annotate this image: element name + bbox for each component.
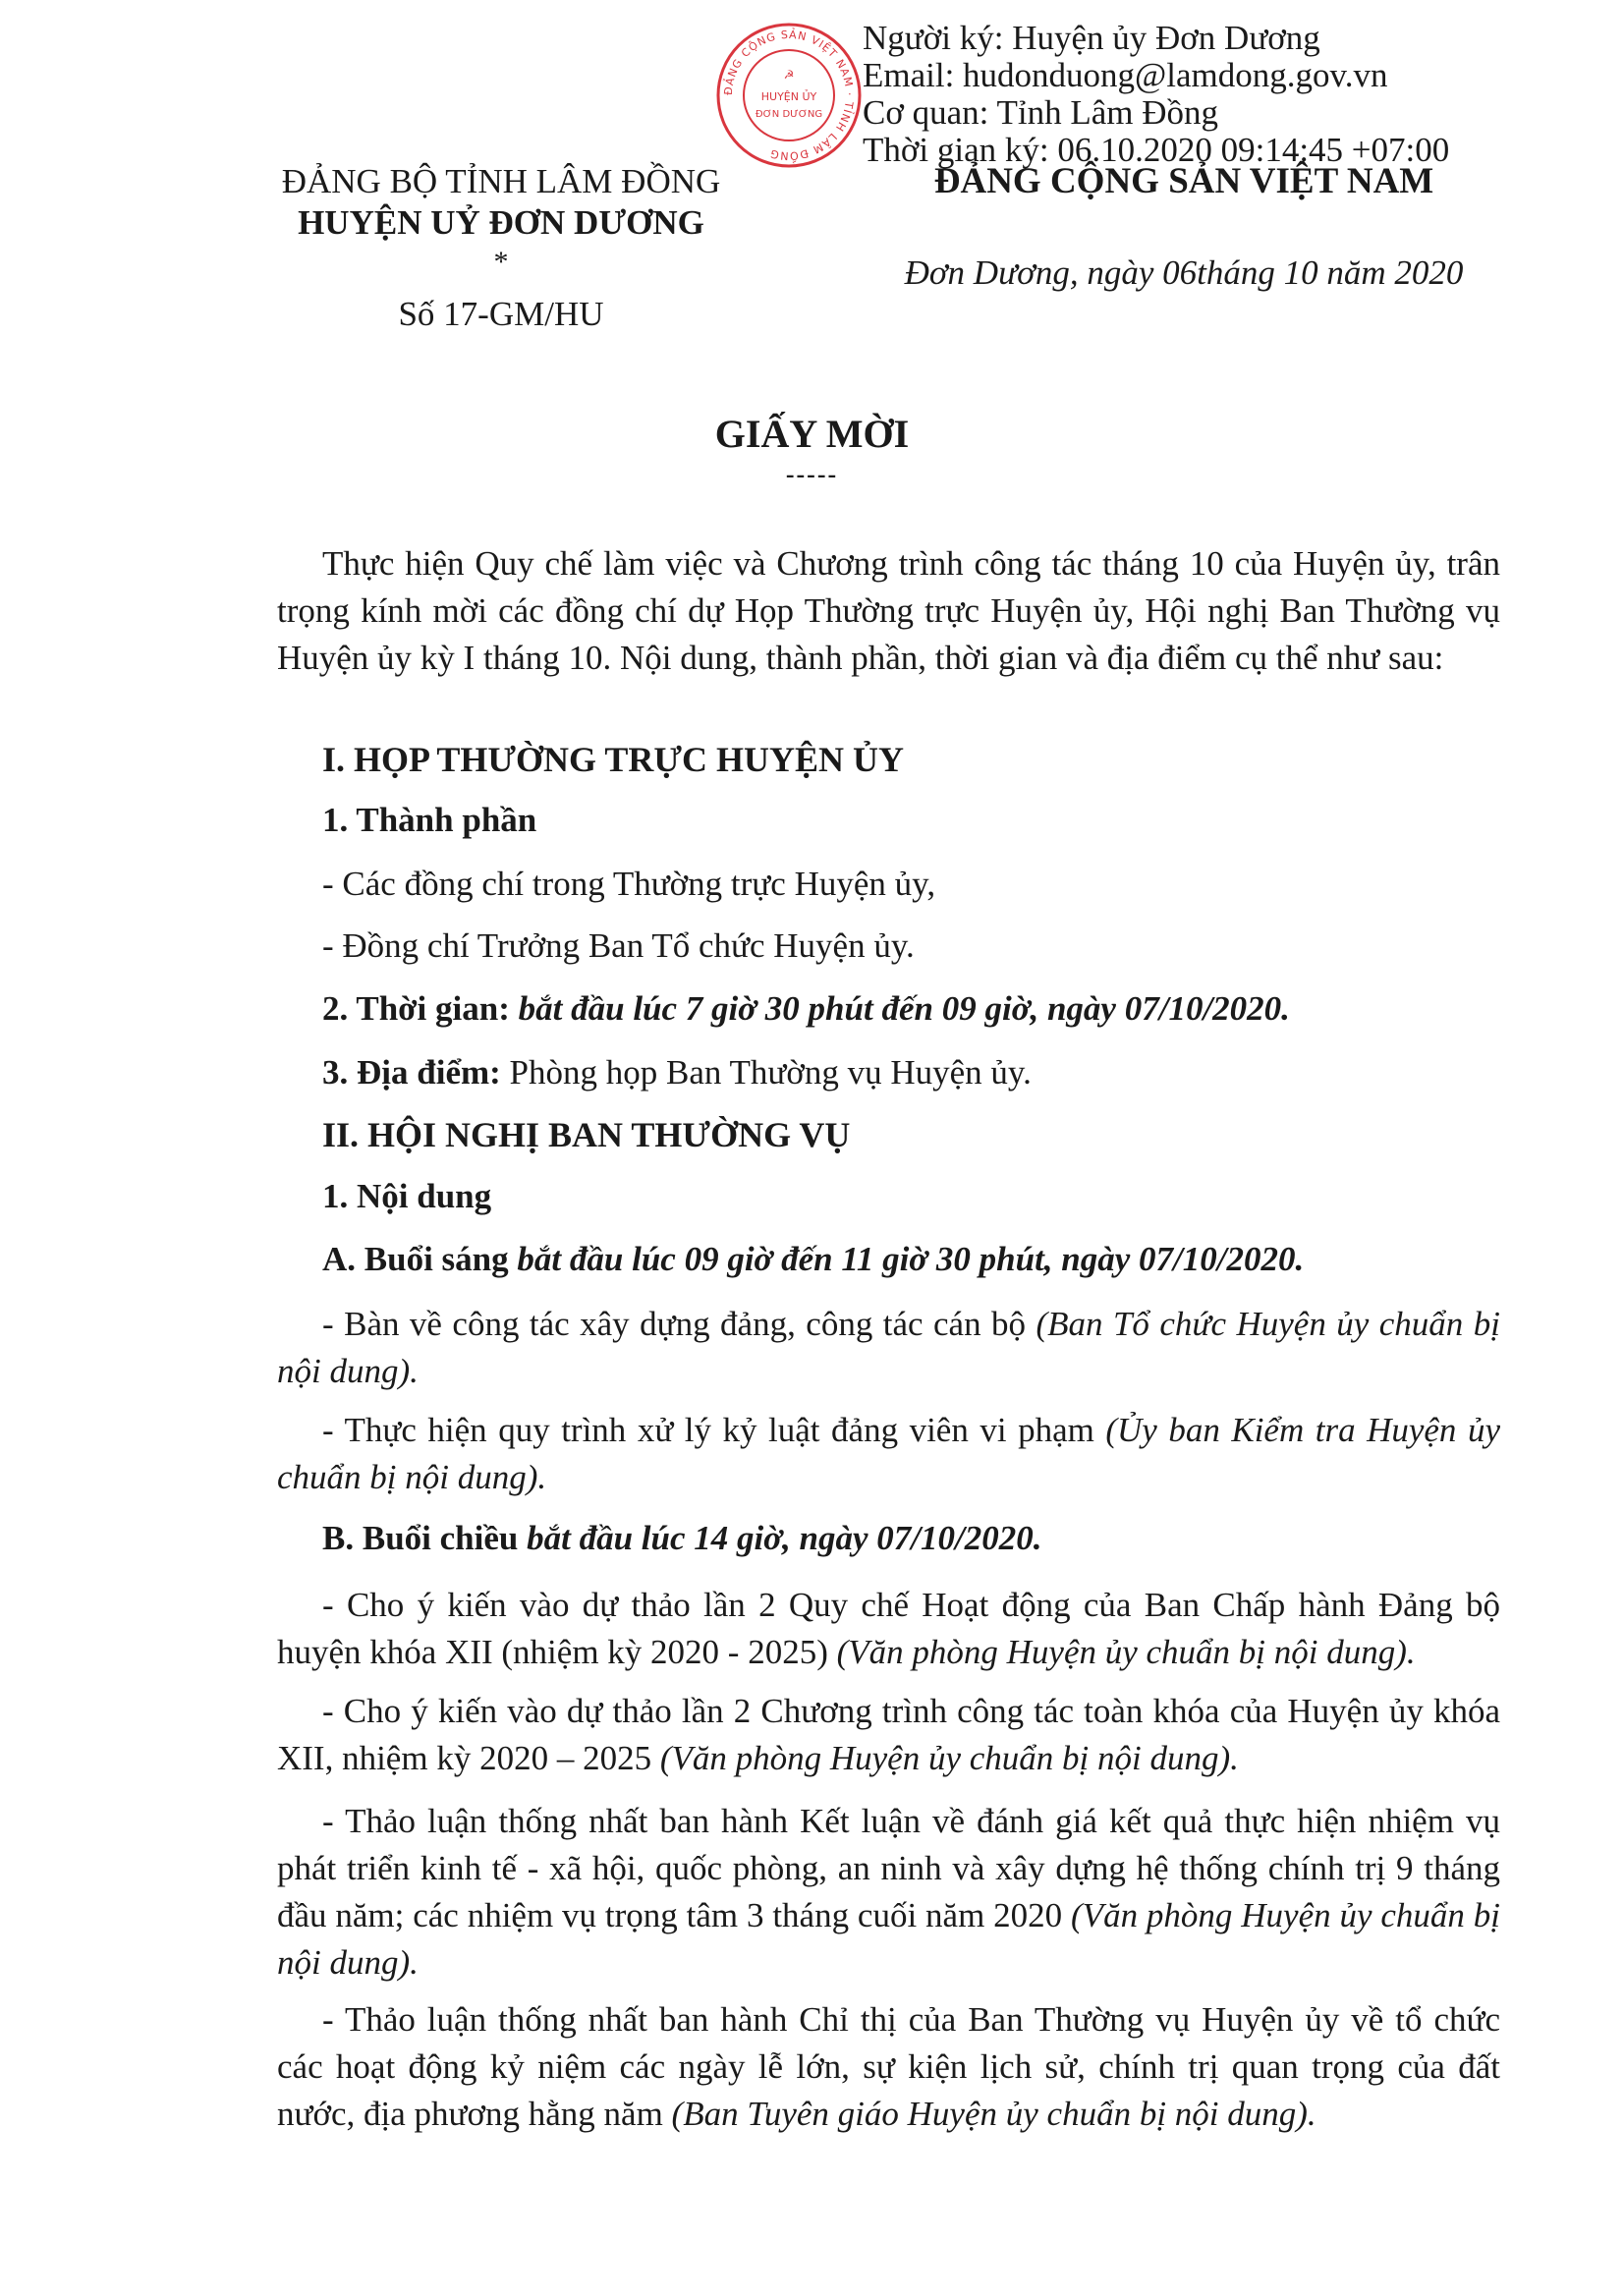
afternoon-item: - Thảo luận thống nhất ban hành Chỉ thị của Ban Thường vụ Huyện ủy về tổ chức các hoạt động kỷ niệm các ngày lễ lớn, sự kiện lịch sử, chính trị quan trọng của đất nước, địa phương hằng năm (Ban Tuyên giáo Huyện ủy chuẩn bị nội dung). [277, 2000, 1500, 2133]
section1-heading: I. HỌP THƯỜNG TRỰC HUYỆN ỦY [322, 740, 905, 779]
section2-content-heading: 1. Nội dung [322, 1177, 492, 1215]
afternoon-session: B. Buổi chiều bắt đầu lúc 14 giờ, ngày 07/10/2020. [322, 1519, 1042, 1557]
afternoon-item: - Thảo luận thống nhất ban hành Kết luận về đánh giá kết quả thực hiện nhiệm vụ phát triển kinh tế - xã hội, quốc phòng, an ninh và xây dựng hệ thống chính trị 9 tháng đầu năm; các nhiệm vụ trọng tâm 3 tháng cuối năm 2020 (Văn phòng Huyện ủy chuẩn bị nội dung). [277, 1802, 1500, 1982]
signature-time: Thời gian ký: 06.10.2020 09:14:45 +07:00 [863, 131, 1450, 169]
document-title: GIẤY MỜI [714, 412, 910, 456]
signature-email: Email: hudonduong@lamdong.gov.vn [863, 56, 1388, 94]
header-district-committee: HUYỆN UỶ ĐƠN DƯƠNG [298, 203, 704, 242]
section1-time: 2. Thời gian: bắt đầu lúc 7 giờ 30 phút đến 09 giờ, ngày 07/10/2020. [322, 989, 1290, 1028]
signature-agency: Cơ quan: Tỉnh Lâm Đồng [863, 93, 1218, 132]
section2-heading: II. HỘI NGHỊ BAN THƯỜNG VỤ [322, 1115, 851, 1154]
stamp-line2: ĐƠN DƯƠNG [755, 109, 823, 120]
header-national-party: ĐẢNG CỘNG SẢN VIỆT NAM [933, 161, 1434, 201]
stamp-hammer-sickle-icon: ☭ [783, 68, 795, 82]
title-rule: ----- [785, 460, 839, 488]
section1-member1: - Các đồng chí trong Thường trực Huyện ủy, [322, 865, 936, 903]
morning-item: - Thực hiện quy trình xử lý kỷ luật đảng viên vi phạm (Ủy ban Kiểm tra Huyện ủy chuẩn bị nội dung). [277, 1411, 1500, 1496]
stamp-ring-text: ĐẢNG CỘNG SẢN VIỆT NAM · TỈNH LÂM ĐỒNG [721, 28, 857, 163]
section1-members-heading: 1. Thành phần [322, 801, 537, 839]
header-star: * [493, 246, 509, 278]
morning-session: A. Buổi sáng bắt đầu lúc 09 giờ đến 11 giờ 30 phút, ngày 07/10/2020. [322, 1240, 1305, 1278]
section1-member2: - Đồng chí Trưởng Ban Tổ chức Huyện ủy. [322, 926, 915, 965]
intro-paragraph: Thực hiện Quy chế làm việc và Chương trình công tác tháng 10 của Huyện ủy, trân trọng kính mời các đồng chí dự Họp Thường trực Huyện ủy, Hội nghị Ban Thường vụ Huyện ủy kỳ I tháng 10. Nội dung, thành phần, thời gian và địa điểm cụ thể như sau: [277, 544, 1500, 677]
header-party-committee: ĐẢNG BỘ TỈNH LÂM ĐỒNG [281, 162, 721, 200]
official-stamp [715, 22, 863, 169]
afternoon-item: - Cho ý kiến vào dự thảo lần 2 Chương trình công tác toàn khóa của Huyện ủy khóa XII, nhiệm kỳ 2020 – 2025 (Văn phòng Huyện ủy chuẩn bị nội dung). [277, 1692, 1500, 1777]
stamp-line1: HUYỆN ỦY [760, 90, 817, 103]
signature-signer: Người ký: Huyện ủy Đơn Dương [863, 19, 1320, 57]
section1-place: 3. Địa điểm: Phòng họp Ban Thường vụ Huyện ủy. [322, 1053, 1032, 1092]
morning-item: - Bàn về công tác xây dựng đảng, công tác cán bộ (Ban Tổ chức Huyện ủy chuẩn bị nội dung). [277, 1305, 1500, 1390]
document-number: Số 17-GM/HU [398, 295, 604, 333]
document-date: Đơn Dương, ngày 06tháng 10 năm 2020 [904, 253, 1464, 292]
afternoon-item: - Cho ý kiến vào dự thảo lần 2 Quy chế Hoạt động của Ban Chấp hành Đảng bộ huyện khóa XII (nhiệm kỳ 2020 - 2025) (Văn phòng Huyện ủy chuẩn bị nội dung). [277, 1586, 1500, 1671]
